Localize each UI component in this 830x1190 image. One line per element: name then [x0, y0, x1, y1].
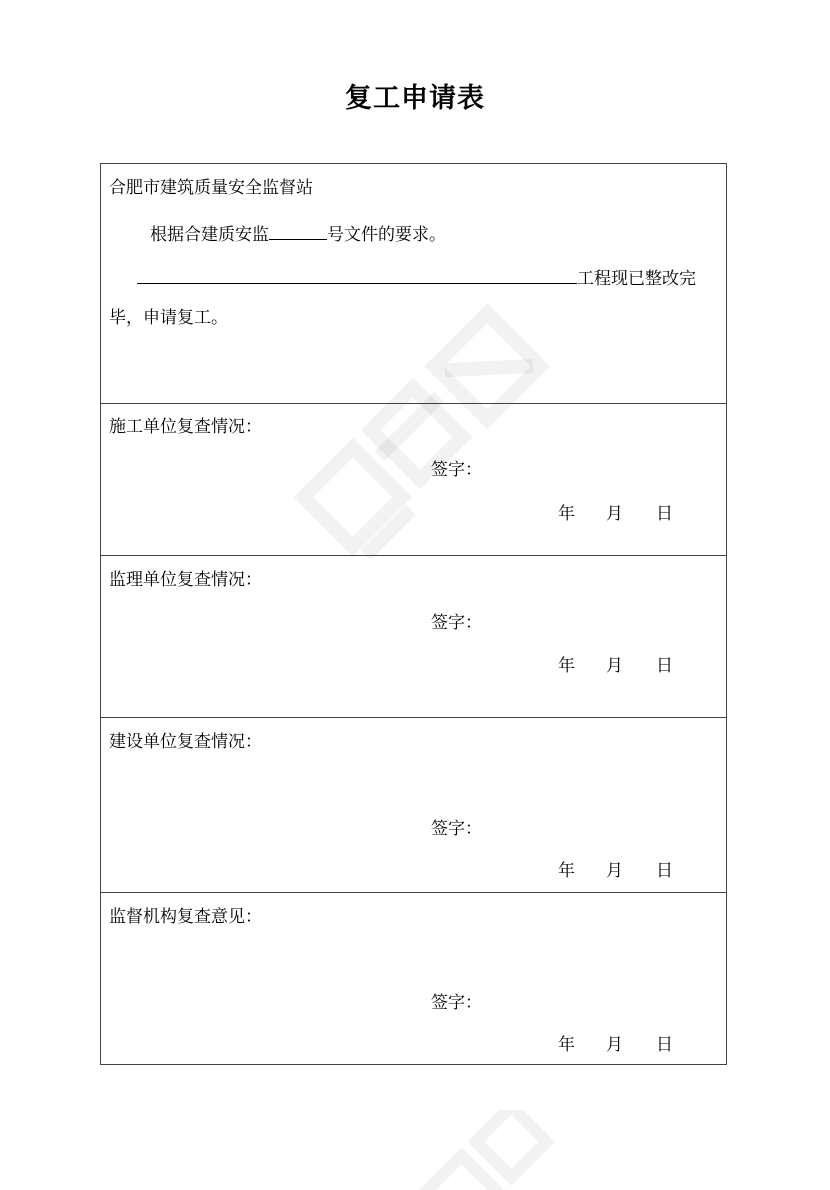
- owner-date: [558, 861, 678, 881]
- contractor-review-section: [101, 403, 726, 555]
- month-label: 月: [606, 861, 623, 881]
- supervisor-signature-label: 签字：: [431, 613, 482, 633]
- day-label: 日: [656, 1035, 673, 1055]
- day-label: 日: [656, 504, 673, 524]
- page-title: 复工申请表: [345, 83, 485, 114]
- owner-review-label: 建设单位复查情况：: [109, 732, 262, 752]
- reference-suffix: 号文件的要求。: [327, 225, 446, 245]
- document-number-blank[interactable]: [269, 221, 327, 240]
- day-label: 日: [656, 656, 673, 676]
- project-name-blank[interactable]: [137, 265, 577, 284]
- supervisor-review-label: 监理单位复查情况：: [109, 570, 262, 590]
- watermark-icon: [360, 1110, 620, 1190]
- supervisor-review-section: [101, 555, 726, 717]
- authority-signature-label: 签字：: [431, 993, 482, 1013]
- contractor-review-label: 施工单位复查情况：: [109, 417, 262, 437]
- month-label: 月: [606, 1035, 623, 1055]
- addressee: 合肥市建筑质量安全监督站: [109, 178, 313, 198]
- day-label: 日: [656, 861, 673, 881]
- contractor-signature-label: 签字：: [431, 460, 482, 480]
- month-label: 月: [606, 504, 623, 524]
- project-name-line: [137, 265, 696, 289]
- application-form: [100, 163, 727, 1065]
- request-text: 毕，申请复工。: [109, 308, 228, 328]
- authority-date: [558, 1035, 678, 1055]
- document-reference-line: [150, 221, 446, 245]
- reference-prefix: 根据合建质安监: [150, 225, 269, 245]
- year-label: 年: [558, 1035, 575, 1055]
- authority-review-section: [101, 892, 726, 1065]
- year-label: 年: [558, 656, 575, 676]
- rectification-text: 工程现已整改完: [577, 269, 696, 289]
- year-label: 年: [558, 504, 575, 524]
- authority-review-label: 监督机构复查意见：: [109, 907, 262, 927]
- owner-review-section: [101, 717, 726, 892]
- contractor-date: [558, 504, 678, 524]
- year-label: 年: [558, 861, 575, 881]
- supervisor-date: [558, 656, 678, 676]
- month-label: 月: [606, 656, 623, 676]
- owner-signature-label: 签字：: [431, 819, 482, 839]
- request-section: [101, 164, 726, 403]
